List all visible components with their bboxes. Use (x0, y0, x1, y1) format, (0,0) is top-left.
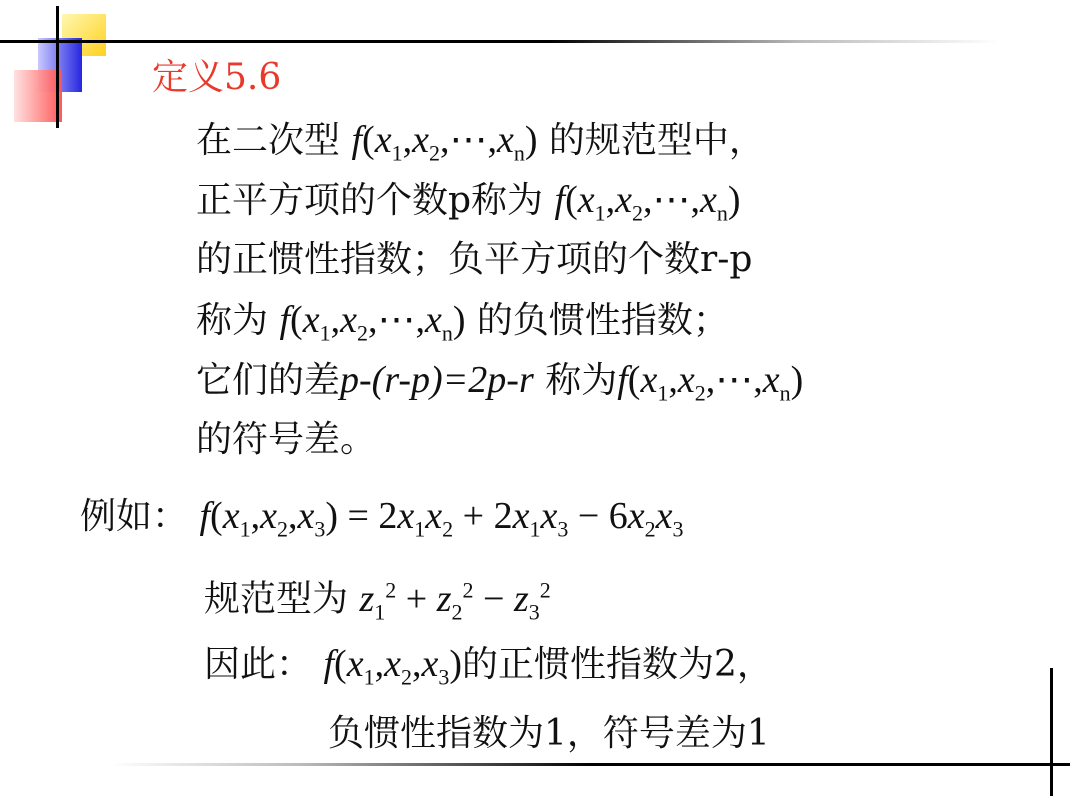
example-function-short: $f(x_1,x_2,x_3)$ (323, 643, 462, 690)
text: 称为 (196, 300, 269, 341)
definition-title: 定义5.6 (152, 57, 282, 98)
conclusion-line-1 (204, 642, 773, 700)
example-label: 例如： (80, 496, 189, 537)
definition-line-4 (196, 298, 729, 356)
bottom-right-vertical-rule (1050, 668, 1053, 796)
definition-line-1 (196, 118, 765, 176)
normal-form-line (204, 568, 551, 634)
example-line (80, 494, 684, 552)
signature-difference-expression: p-(r-p)=2p-r (340, 359, 534, 401)
text: 在二次型 (196, 120, 341, 161)
text: 它们的差 (196, 360, 341, 401)
bottom-rule (110, 763, 1070, 766)
top-rule (0, 40, 1000, 43)
conclusion-label: 因此： (204, 644, 313, 685)
text: 正平方项的个数p称为 (196, 180, 544, 221)
conclusion-line-2: 负惯性指数为1，符号差为1 (328, 713, 770, 754)
definition-line-6: 的符号差。 (196, 419, 377, 460)
normal-form-expression: $z_1^2 + z_2^2 - z_3^2$ (359, 577, 551, 625)
function-f-n: $f(x_1,x_2,\cdots,x_n)$ (617, 359, 804, 406)
example-function: $f(x_1,x_2,x_3) = 2x_1x_2 + 2x_1x_3 - 6x_2x_3$ (199, 495, 684, 542)
function-f-n: $f(x_1,x_2,\cdots,x_n)$ (554, 179, 741, 226)
function-f-n: $f(x_1,x_2,\cdots,x_n)$ (351, 119, 538, 166)
corner-red-square (14, 70, 62, 122)
definition-line-5 (196, 358, 803, 416)
definition-line-3: 的正惯性指数；负平方项的个数r-p (196, 239, 753, 280)
text: 的负惯性指数； (476, 300, 729, 341)
corner-vertical-rule (56, 6, 59, 128)
text: 的规范型中， (548, 120, 765, 161)
definition-line-2 (196, 178, 741, 236)
function-f-n: $f(x_1,x_2,\cdots,x_n)$ (279, 299, 466, 346)
conclusion-text: 的正惯性指数为2， (461, 644, 773, 685)
normal-form-label: 规范型为 (204, 578, 349, 620)
text: 称为 (545, 360, 618, 401)
